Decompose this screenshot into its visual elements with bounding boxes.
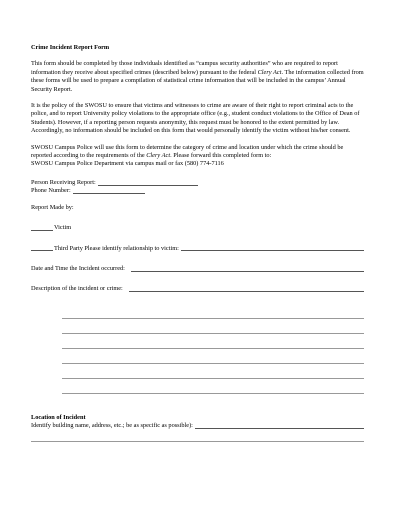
description-label: Description of the incident or crime:	[31, 285, 123, 293]
date-time-label: Date and Time the Incident occurred:	[31, 264, 125, 272]
phone-number-label: Phone Number:	[31, 187, 71, 195]
third-party-check-field[interactable]	[31, 250, 53, 251]
report-made-by-label: Report Made by:	[31, 203, 74, 211]
location-field[interactable]	[195, 428, 364, 429]
description-blank-lines	[31, 304, 364, 394]
person-receiving-label: Person Receiving Report:	[31, 178, 96, 186]
victim-check-field[interactable]	[31, 230, 53, 231]
intro-paragraph: This form should be completed by those individuals identified as “campus security authorities” who are required to report information they receive about specified crimes (described below) pursuant to the federal Clery Act. The information collected from these forms will be used to prepare a compilation of statistical crime information that will be included in the campus’ Annual Security Report.	[31, 60, 364, 93]
third-party-row	[31, 245, 364, 253]
location-instruction: Identify building name, address, etc.; be as specific as possible):	[31, 422, 193, 430]
policy-paragraph: It is the policy of the SWOSU to ensure that victims and witnesses to crime are aware of their right to report criminal acts to the police, and to report University policy violations to the appropriate office (e.g., student conduct violations to the Office of Dean of Students). However, if a reporting person requests anonymity, this request must be honored to the extent permitted by law. Accordingly, no information should be included on this form that would personally identify the victim without his/her consent.	[31, 102, 360, 135]
description-line[interactable]	[62, 349, 364, 364]
third-party-label: Third Party Please identify relationship to victim:	[54, 244, 179, 252]
description-line[interactable]	[62, 304, 364, 319]
phone-number-row	[31, 187, 364, 195]
victim-label: Victim	[54, 224, 72, 232]
description-line[interactable]	[62, 364, 364, 379]
victim-row	[31, 224, 364, 232]
description-row	[31, 285, 364, 293]
description-line[interactable]	[62, 319, 364, 334]
description-line[interactable]	[62, 379, 364, 394]
forwarding-contact: SWOSU Campus Police Department via campus mail or fax (580) 774-7116	[31, 160, 224, 168]
location-heading: Location of Incident	[31, 413, 86, 421]
forwarding-paragraph: SWOSU Campus Police will use this form to determine the category of crime and location under which the crime should be reported according to the requirements of the Clery Act. Please forward this completed form to: SWOSU Campus Police Department via campus mail or fax (580) 774-7116	[31, 143, 344, 168]
form-title: Crime Incident Report Form	[31, 44, 110, 51]
description-field[interactable]	[129, 291, 364, 292]
date-time-row	[31, 265, 364, 273]
phone-number-field[interactable]	[73, 193, 145, 194]
person-receiving-field[interactable]	[98, 185, 198, 186]
description-line[interactable]	[62, 334, 364, 349]
person-receiving-row	[31, 179, 364, 187]
location-row	[31, 422, 364, 430]
location-line[interactable]	[31, 431, 364, 442]
relationship-field[interactable]	[181, 250, 364, 251]
date-time-field[interactable]	[131, 271, 364, 272]
